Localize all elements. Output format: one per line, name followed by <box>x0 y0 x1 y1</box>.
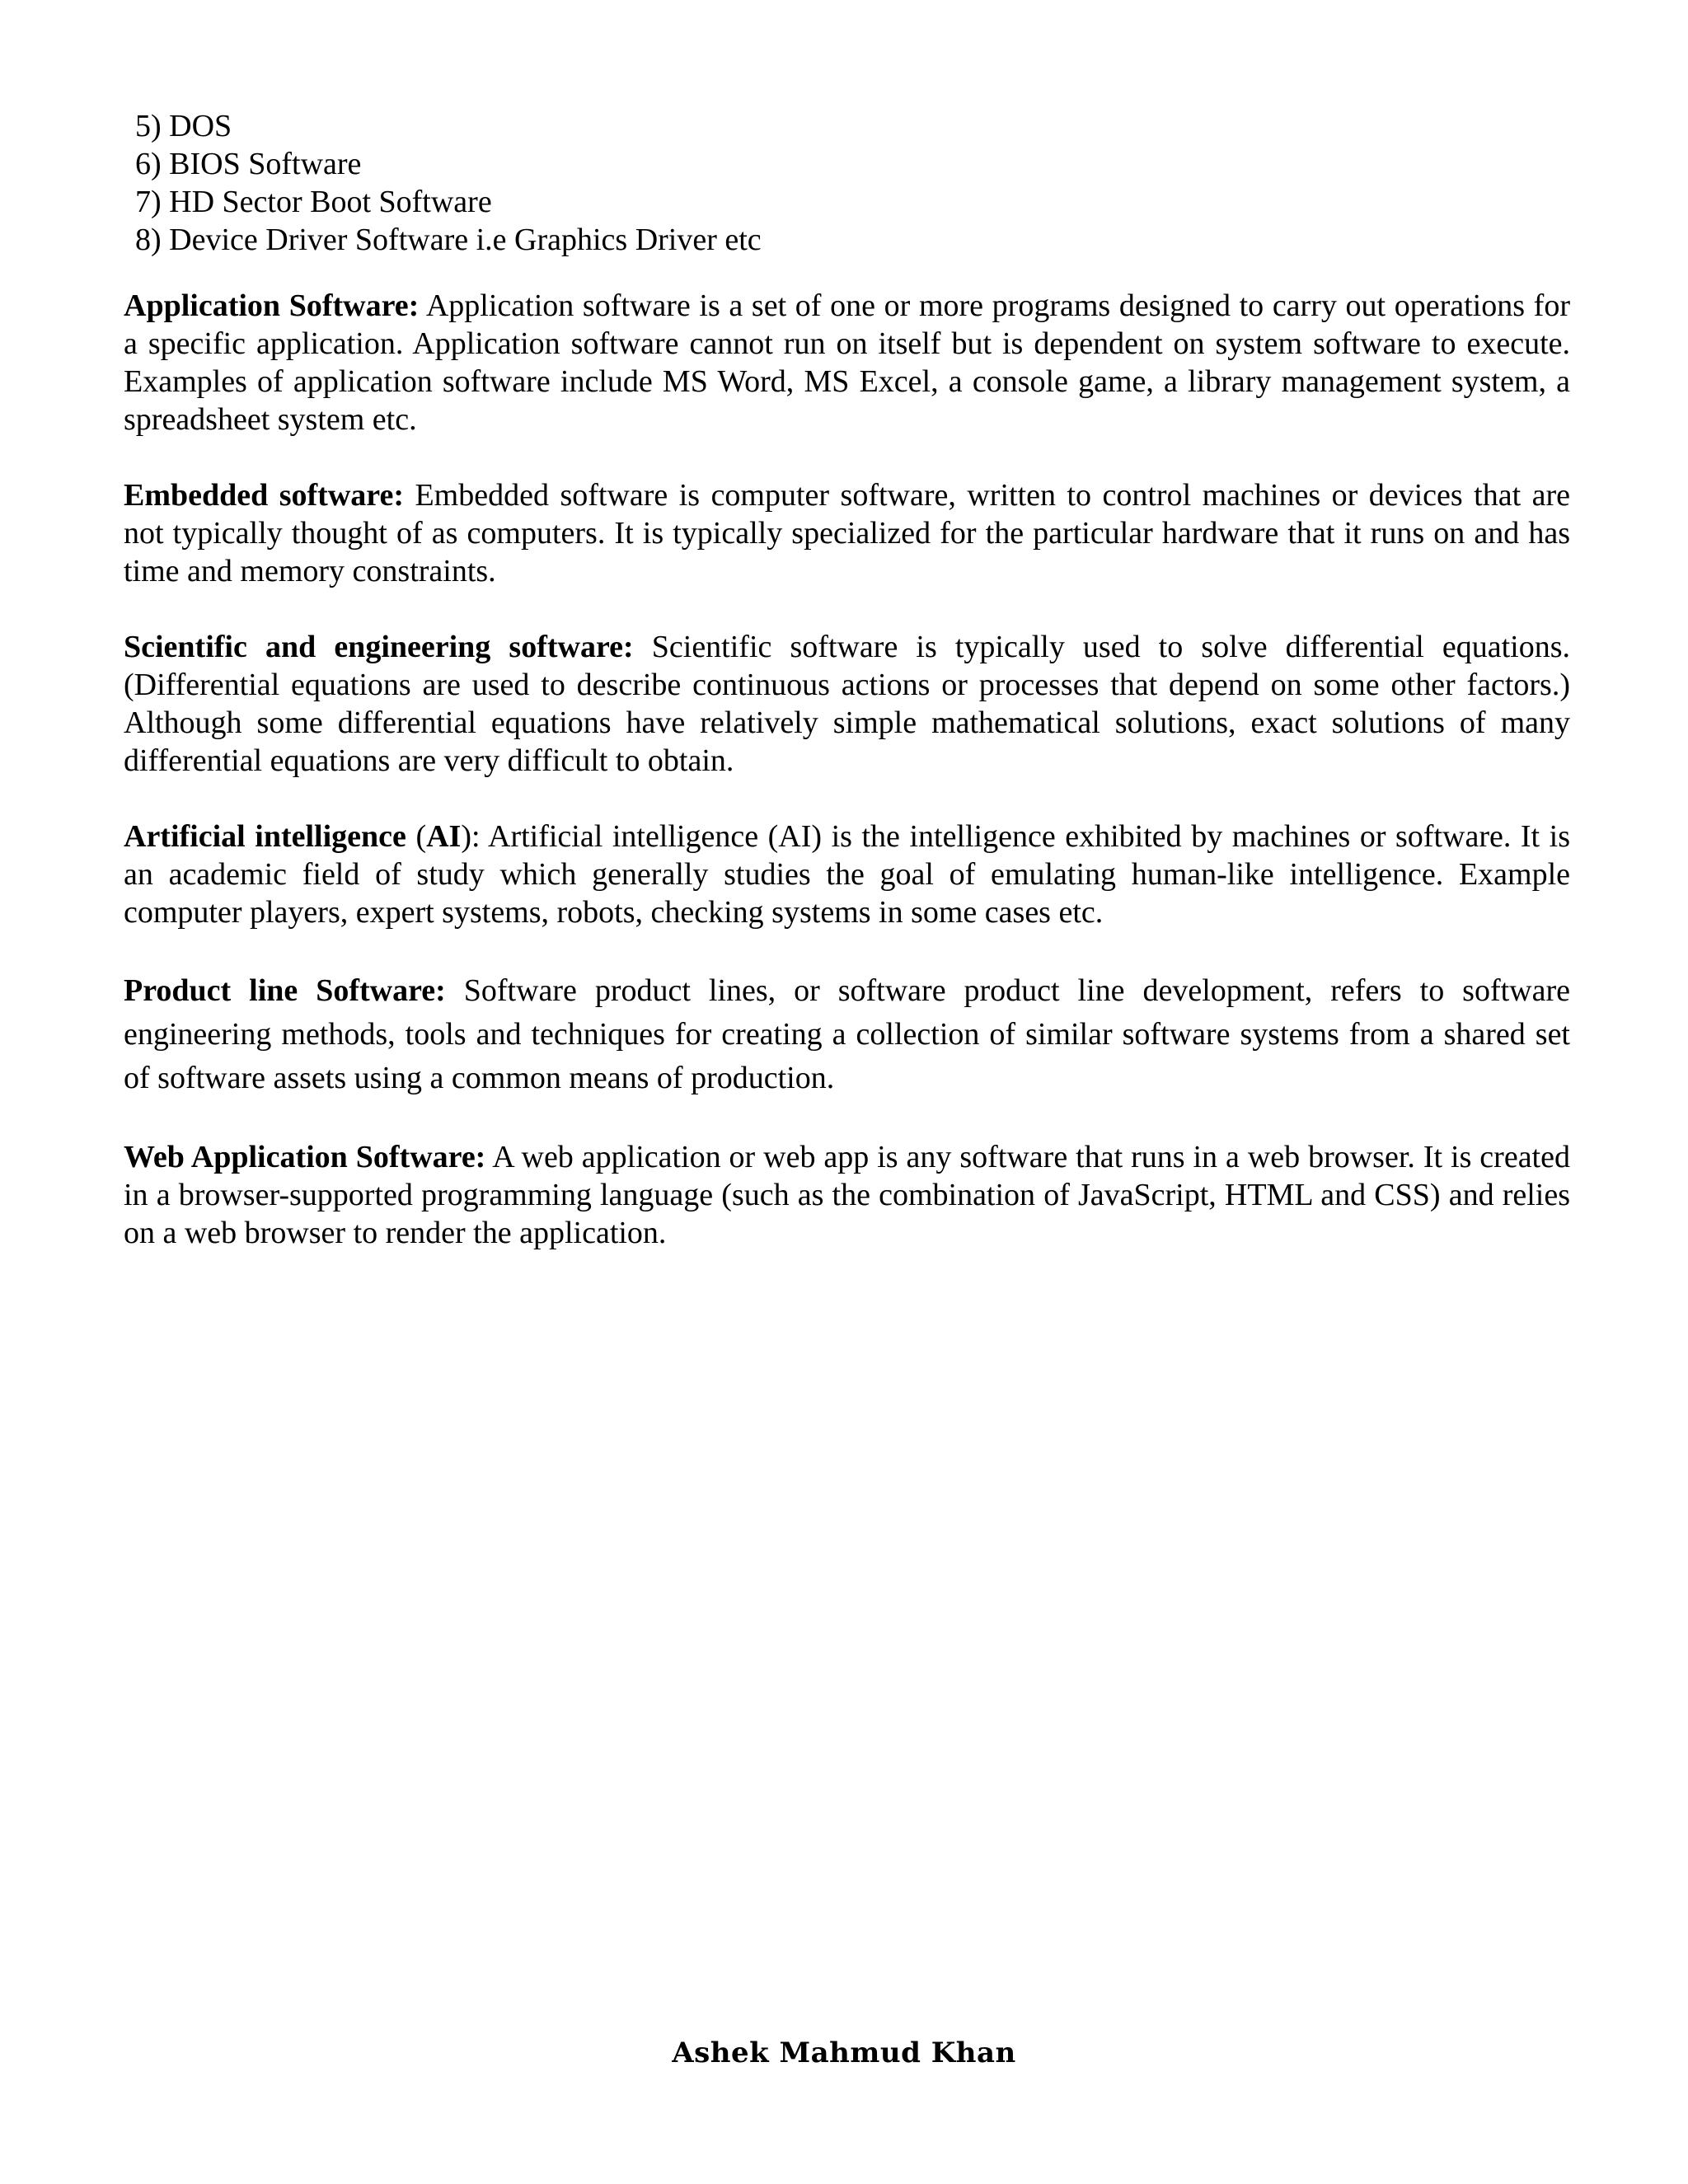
term-application-software: Application Software: <box>124 288 420 323</box>
paragraph-text: Software product lines, or software product line development, refers to software engineering methods, tools and techniques for creating a collection of similar software systems from a shared set of software assets using a common means of production. <box>124 973 1570 1095</box>
list-item: 5) DOS <box>135 109 232 143</box>
paragraph-scientific-software <box>124 628 1570 780</box>
list-item: 6) BIOS Software <box>135 147 362 181</box>
paragraph-artificial-intelligence <box>124 818 1570 931</box>
term-artificial-intelligence: Artificial intelligence <box>124 819 406 854</box>
term-product-line-software: Product line Software: <box>124 973 446 1008</box>
paragraph-text: Embedded software is computer software, written to control machines or devices that are not typically thought of as computers. It is typically specialized for the particular hardware that it runs on and has time and memory constraints. <box>124 478 1570 588</box>
page-footer-author: Ashek Mahmud Khan <box>672 2036 1016 2069</box>
paragraph-text: Scientific software is typically used to solve differential equations. (Differential equations are used to describe continuous actions or processes that depend on some other factors.) Although some differential equations have relatively simple mathematical solutions, exact solutions of many differential equations are very difficult to obtain. <box>124 630 1571 778</box>
paragraph-web-application-software <box>124 1138 1570 1252</box>
term-scientific-software: Scientific and engineering software: <box>124 630 634 664</box>
paragraph-text: ): Artificial intelligence (AI) is the intelligence exhibited by machines or software. It is an academic field of study which generally studies the goal of emulating human-like intelligence. Example computer players, expert systems, robots, checking systems in some cases etc. <box>124 819 1571 930</box>
system-software-list <box>135 107 1536 259</box>
paragraph-product-line-software <box>124 969 1570 1100</box>
paragraph-text: Application software is a set of one or more programs designed to carry out operations for a specific application. Application software cannot run on itself but is dependent on system software to execute. Examples of application software include MS Word, MS Excel, a console game, a library management system, a spreadsheet system etc. <box>124 288 1570 437</box>
paragraph-embedded-software <box>124 476 1570 590</box>
list-item: 7) HD Sector Boot Software <box>135 185 492 219</box>
list-item: 8) Device Driver Software i.e Graphics Driver etc <box>135 223 762 257</box>
paragraph-application-software <box>124 287 1570 438</box>
paragraph-text: A web application or web app is any software that runs in a web browser. It is created in a browser-supported programming language (such as the combination of JavaScript, HTML and CSS) and relies on a web browser to render the application. <box>124 1140 1570 1250</box>
document-body <box>124 287 1570 1290</box>
paren-open: ( <box>406 819 427 854</box>
term-web-application-software: Web Application Software: <box>124 1140 486 1174</box>
term-ai-abbreviation: AI <box>426 819 462 854</box>
term-embedded-software: Embedded software: <box>124 478 404 513</box>
